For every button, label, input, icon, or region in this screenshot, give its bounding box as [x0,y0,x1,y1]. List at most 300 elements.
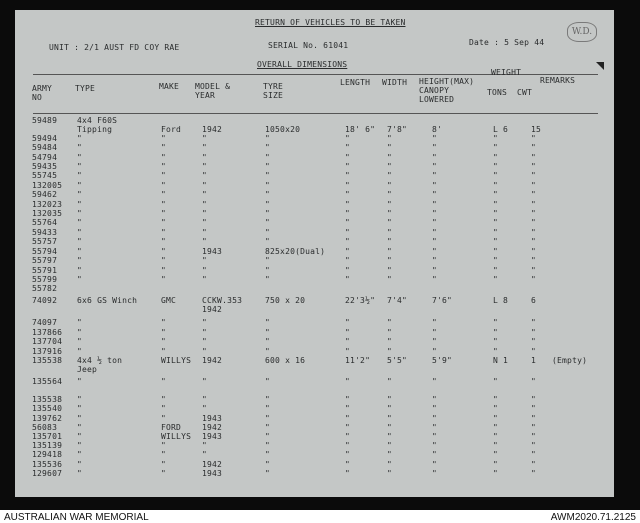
cell-tons: N 1 [493,356,509,365]
cell-make: " [161,237,167,246]
cell-type: " [77,347,83,356]
cell-width: " [387,347,393,356]
cell-tyre-size: " [265,432,271,441]
cell-length: " [345,143,351,152]
cell-cwt: " [531,432,537,441]
cell-width: " [387,404,393,413]
cell-army-no: 55791 [32,266,58,275]
cell-tyre-size: " [265,153,271,162]
cell-make: " [161,318,167,327]
cell-length: " [345,450,351,459]
cell-cwt: " [531,441,537,450]
cell-cwt: " [531,209,537,218]
cell-tons: L 6 [493,125,509,134]
cell-make: " [161,275,167,284]
cell-length: " [345,190,351,199]
cell-tons: " [493,318,499,327]
cell-tyre-size: " [265,414,271,423]
cell-tons: " [493,432,499,441]
cell-height: " [432,266,438,275]
cell-model-year: " [202,153,208,162]
cell-cwt: " [531,143,537,152]
cell-model-year: " [202,218,208,227]
cell-length: " [345,395,351,404]
col-header-army-no: ARMY NO [32,84,53,102]
col-header-remarks: REMARKS [540,76,576,85]
dimensions-subtitle: OVERALL DIMENSIONS [257,60,348,69]
cell-cwt: " [531,469,537,478]
col-header-type: TYPE [75,84,96,93]
cell-army-no: 74092 [32,296,58,305]
cell-width: " [387,200,393,209]
cell-length: " [345,328,351,337]
cell-width: " [387,377,393,386]
cell-make: " [161,247,167,256]
col-header-width: WIDTH [382,78,408,87]
cell-make: " [161,414,167,423]
cell-type: 4x4 ½ ton Jeep [77,356,123,374]
cell-tons: " [493,275,499,284]
cell-tons: " [493,171,499,180]
cell-army-no: 137916 [32,347,63,356]
cell-army-no: 129607 [32,469,63,478]
cell-model-year: " [202,347,208,356]
cell-tyre-size: " [265,143,271,152]
cell-width: " [387,228,393,237]
cell-tyre-size: " [265,450,271,459]
cell-tons: " [493,328,499,337]
cell-make: " [161,134,167,143]
col-header-cwt: CWT [517,88,533,97]
cell-type: " [77,181,83,190]
cell-height: 5'9" [432,356,453,365]
cell-type: " [77,200,83,209]
cell-army-no: 132035 [32,209,63,218]
cell-cwt: " [531,134,537,143]
cell-make: " [161,404,167,413]
cell-cwt: " [531,395,537,404]
cell-width: " [387,275,393,284]
cell-tyre-size: 1050x20 [265,125,301,134]
cell-cwt: " [531,414,537,423]
cell-length: " [345,134,351,143]
cell-height: " [432,237,438,246]
cell-model-year: " [202,328,208,337]
cell-length: " [345,441,351,450]
col-header-tyre-size: TYRE SIZE [263,82,284,100]
cell-tyre-size: " [265,423,271,432]
cell-tyre-size: " [265,209,271,218]
cell-tons: " [493,190,499,199]
cell-length: " [345,337,351,346]
cell-tons: " [493,228,499,237]
cell-tons: " [493,200,499,209]
cell-height: " [432,200,438,209]
cell-length: 22'3½" [345,296,376,305]
col-header-height: HEIGHT(MAX) CANOPY LOWERED [419,77,475,104]
cell-make: " [161,209,167,218]
table-row [15,356,614,374]
cell-width: " [387,414,393,423]
cell-width: " [387,328,393,337]
cell-height: " [432,377,438,386]
cell-tons: " [493,423,499,432]
cell-army-no: 55799 [32,275,58,284]
cell-height: " [432,432,438,441]
cell-height: " [432,247,438,256]
cell-height: " [432,190,438,199]
cell-army-no: 59433 [32,228,58,237]
cell-height: " [432,469,438,478]
table-row [15,296,614,314]
cell-width: " [387,469,393,478]
cell-tons: " [493,247,499,256]
cell-type: " [77,237,83,246]
document-title: RETURN OF VEHICLES TO BE TAKEN [255,18,406,27]
cell-model-year: 1943 [202,247,223,256]
cell-make: " [161,469,167,478]
cell-tons: " [493,143,499,152]
cell-tons: " [493,469,499,478]
cell-cwt: " [531,337,537,346]
cell-tons: " [493,153,499,162]
cell-army-no: 137704 [32,337,63,346]
cell-tons: " [493,218,499,227]
cell-army-no: 54794 [32,153,58,162]
cell-make: " [161,347,167,356]
cell-width: " [387,209,393,218]
cell-remarks: (Empty) [552,356,588,365]
serial-number: SERIAL No. 61041 [268,41,349,50]
cell-length: " [345,460,351,469]
cell-model-year: " [202,237,208,246]
document-date: Date : 5 Sep 44 [469,38,545,47]
cell-cwt: " [531,347,537,356]
cell-type: " [77,450,83,459]
col-header-weight: WEIGHT [491,68,522,77]
cell-length: " [345,200,351,209]
cell-type: " [77,318,83,327]
cell-make: WILLYS [161,356,192,365]
cell-make: " [161,228,167,237]
cell-length: " [345,153,351,162]
cell-height: " [432,134,438,143]
cell-width: " [387,256,393,265]
cell-tons: L 8 [493,296,509,305]
cell-width: " [387,218,393,227]
cell-height: " [432,423,438,432]
col-header-length: LENGTH [340,78,371,87]
cell-army-no: 135536 [32,460,63,469]
cell-tyre-size: " [265,134,271,143]
cell-army-no: 135540 [32,404,63,413]
cell-width: 7'4" [387,296,408,305]
cell-width: " [387,190,393,199]
cell-cwt: " [531,256,537,265]
cell-length: " [345,209,351,218]
cell-type: " [77,432,83,441]
cell-model-year: " [202,337,208,346]
cell-make: " [161,441,167,450]
cell-army-no: 135564 [32,377,63,386]
cell-cwt: " [531,318,537,327]
cell-model-year: 1943 [202,469,223,478]
cell-length: " [345,275,351,284]
cell-type: 4x4 F60S Tipping [77,116,118,134]
cell-type: " [77,404,83,413]
cell-height: " [432,328,438,337]
cell-model-year: 1943 [202,432,223,441]
cell-height: " [432,162,438,171]
cell-cwt: " [531,190,537,199]
cell-army-no: 55782 [32,284,58,293]
cell-height: " [432,181,438,190]
cell-army-no: 56083 [32,423,58,432]
cell-type: " [77,328,83,337]
cell-tons: " [493,209,499,218]
cell-tyre-size: " [265,377,271,386]
cell-tons: " [493,441,499,450]
cell-make: FORD [161,423,182,432]
cell-width: " [387,171,393,180]
cell-make: " [161,181,167,190]
cell-type: " [77,153,83,162]
cell-cwt: " [531,218,537,227]
cell-height: " [432,337,438,346]
cell-cwt: " [531,275,537,284]
cell-tons: " [493,181,499,190]
cell-army-no: 55794 [32,247,58,256]
cell-tyre-size: " [265,328,271,337]
cell-model-year: " [202,181,208,190]
cell-width: " [387,450,393,459]
cell-cwt: " [531,247,537,256]
cell-height: " [432,414,438,423]
cell-tyre-size: 750 x 20 [265,296,306,305]
cell-model-year: " [202,190,208,199]
cell-tyre-size: " [265,190,271,199]
cell-army-no: 55757 [32,237,58,246]
cell-cwt: 1 [531,356,537,365]
cell-height: " [432,460,438,469]
cell-model-year: " [202,404,208,413]
cell-model-year: 1942 [202,125,223,134]
cell-cwt: 15 [531,125,542,134]
cell-make: " [161,266,167,275]
cell-type: 6x6 GS Winch [77,296,138,305]
cell-army-no: 59489 [32,116,58,125]
cell-army-no: 137866 [32,328,63,337]
cell-model-year: " [202,395,208,404]
cell-type: " [77,469,83,478]
cell-type: " [77,228,83,237]
cell-width: " [387,143,393,152]
cell-model-year: " [202,275,208,284]
cell-cwt: " [531,328,537,337]
cell-width: " [387,153,393,162]
cell-make: " [161,171,167,180]
cell-tyre-size: " [265,218,271,227]
cell-type: " [77,377,83,386]
cell-type: " [77,423,83,432]
handwritten-mark: W.D. [567,22,597,42]
cell-army-no: 135139 [32,441,63,450]
cell-length: " [345,318,351,327]
cell-tyre-size: " [265,228,271,237]
cell-make: " [161,190,167,199]
cell-model-year: " [202,134,208,143]
cell-length: 18' 6" [345,125,376,134]
cell-tons: " [493,162,499,171]
cell-model-year: 1942 [202,460,223,469]
cell-army-no: 59494 [32,134,58,143]
cell-cwt: " [531,423,537,432]
cell-height: 8' [432,125,443,134]
cell-model-year: " [202,441,208,450]
cell-width: " [387,441,393,450]
cell-model-year: " [202,377,208,386]
cell-type: " [77,460,83,469]
cell-model-year: " [202,228,208,237]
cell-cwt: " [531,162,537,171]
cell-type: " [77,134,83,143]
cell-length: " [345,377,351,386]
cell-tyre-size: " [265,347,271,356]
cell-width: " [387,395,393,404]
cell-width: " [387,134,393,143]
cell-height: " [432,209,438,218]
col-header-tons: TONS [487,88,508,97]
cell-height: " [432,218,438,227]
cell-length: " [345,162,351,171]
cell-width: " [387,181,393,190]
col-header-model-year: MODEL & YEAR [195,82,231,100]
cell-army-no: 132005 [32,181,63,190]
cell-width: " [387,318,393,327]
cell-army-no: 55745 [32,171,58,180]
cell-model-year: " [202,162,208,171]
cell-type: " [77,256,83,265]
cell-tyre-size: " [265,395,271,404]
cell-model-year: " [202,318,208,327]
cell-tons: " [493,266,499,275]
cell-length: " [345,237,351,246]
cell-length: " [345,347,351,356]
corner-arrow-mark [596,62,604,70]
cell-length: " [345,266,351,275]
cell-height: " [432,395,438,404]
cell-army-no: 59462 [32,190,58,199]
cell-height: " [432,318,438,327]
unit-label: UNIT : 2/1 AUST FD COY RAE [49,43,180,52]
cell-length: " [345,469,351,478]
cell-width: " [387,460,393,469]
cell-cwt: 6 [531,296,537,305]
cell-model-year: " [202,143,208,152]
cell-type: " [77,441,83,450]
cell-height: " [432,228,438,237]
cell-army-no: 59435 [32,162,58,171]
cell-tons: " [493,377,499,386]
cell-tyre-size: " [265,200,271,209]
cell-tyre-size: " [265,181,271,190]
header-rule-bottom [33,113,598,114]
cell-height: " [432,171,438,180]
cell-tyre-size: 825x20(Dual) [265,247,326,256]
cell-make: " [161,153,167,162]
cell-army-no: 135538 [32,356,63,365]
cell-type: " [77,171,83,180]
cell-type: " [77,143,83,152]
cell-width: " [387,237,393,246]
cell-make: " [161,450,167,459]
cell-length: " [345,181,351,190]
cell-army-no: 55797 [32,256,58,265]
cell-height: " [432,347,438,356]
cell-cwt: " [531,153,537,162]
cell-type: " [77,266,83,275]
cell-length: " [345,423,351,432]
cell-cwt: " [531,266,537,275]
cell-tyre-size: " [265,318,271,327]
document-page [15,10,614,497]
cell-height: " [432,153,438,162]
cell-width: 7'8" [387,125,408,134]
cell-cwt: " [531,171,537,180]
table-row [15,284,614,296]
cell-model-year: " [202,450,208,459]
cell-width: " [387,162,393,171]
col-header-make: MAKE [159,82,180,91]
cell-tyre-size: " [265,404,271,413]
cell-height: 7'6" [432,296,453,305]
cell-height: " [432,275,438,284]
cell-make: " [161,143,167,152]
cell-army-no: 74097 [32,318,58,327]
cell-make: " [161,328,167,337]
cell-height: " [432,404,438,413]
cell-length: " [345,256,351,265]
cell-height: " [432,256,438,265]
cell-length: " [345,432,351,441]
cell-cwt: " [531,450,537,459]
cell-type: " [77,218,83,227]
cell-tyre-size: 600 x 16 [265,356,306,365]
cell-make: Ford [161,125,182,134]
cell-type: " [77,395,83,404]
cell-model-year: " [202,200,208,209]
cell-length: " [345,404,351,413]
cell-tyre-size: " [265,469,271,478]
cell-length: " [345,228,351,237]
cell-tyre-size: " [265,162,271,171]
cell-army-no: 135701 [32,432,63,441]
cell-height: " [432,143,438,152]
cell-army-no: 132023 [32,200,63,209]
cell-tyre-size: " [265,337,271,346]
cell-tyre-size: " [265,460,271,469]
cell-model-year: " [202,171,208,180]
cell-width: " [387,337,393,346]
cell-model-year: 1942 [202,423,223,432]
cell-make: " [161,395,167,404]
cell-cwt: " [531,228,537,237]
cell-width: " [387,247,393,256]
cell-model-year: " [202,256,208,265]
cell-make: " [161,377,167,386]
cell-type: " [77,337,83,346]
cell-make: " [161,200,167,209]
